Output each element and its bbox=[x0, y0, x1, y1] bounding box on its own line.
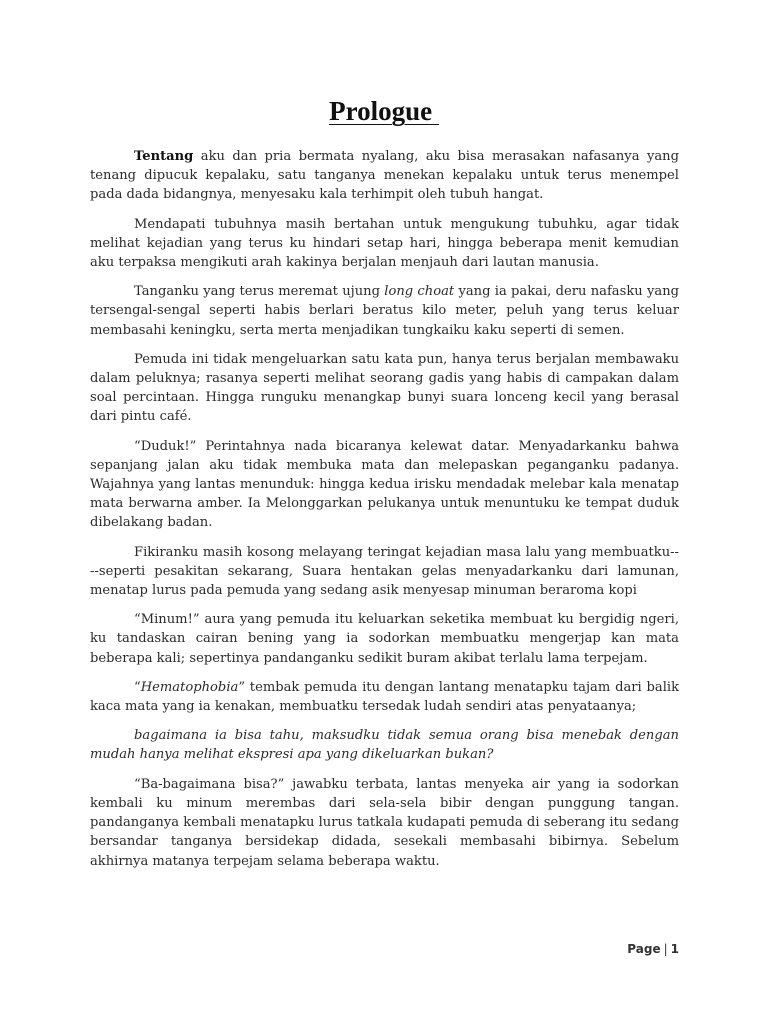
paragraph-5 bbox=[90, 437, 679, 533]
paragraph-text: “Minum!” aura yang pemuda itu keluarkan seketika membuat ku bergidig ngeri, ku tandaskan cairan bening yang ia sodorkan membuatku mengerjap kan mata beberapa kali; sepertinya pandanganku sedikit buram akibat terlalu lama terpejam. bbox=[90, 612, 679, 666]
paragraph-emphasis: long choat bbox=[384, 284, 455, 300]
page-footer bbox=[560, 942, 679, 956]
paragraph-2 bbox=[90, 215, 679, 273]
paragraph-text-before: Tanganku yang terus meremat ujung bbox=[134, 284, 385, 300]
paragraph-7 bbox=[90, 610, 679, 668]
paragraph-lead-word: Tentang bbox=[134, 149, 194, 164]
paragraph-4 bbox=[90, 350, 679, 427]
paragraph-text: “Ba-bagaimana bisa?” jawabku terbata, lantas menyeka air yang ia sodorkan kembali ku minum merembas dari sela-sela bibir dengan punggung tangan. pandanganya kembali menatapku lurus tatkala kudapati pemuda di seberang itu sedang bersandar tanganya bersidekap didada, sesekali membasahi bibirnya. Sebelum akhirnya matanya terpejam selama beberapa waktu. bbox=[90, 776, 679, 869]
paragraph-6 bbox=[90, 543, 679, 601]
paragraph-text: Fikiranku masih kosong melayang teringat kejadian masa lalu yang membuatku----seperti pesakitan sekarang, Suara hentakan gelas menyadarkanku dari lamunan, menatap lurus pada pemuda yang sedang asik menyesap minuman beraroma kopi bbox=[90, 544, 679, 599]
paragraph-text-before: “ bbox=[134, 679, 141, 695]
paragraph-text: bagaimana ia bisa tahu, maksudku tidak semua orang bisa menebak dengan mudah hanya melihat ekspresi apa yang dikeluarkan bukan? bbox=[90, 728, 679, 763]
paragraph-1 bbox=[90, 147, 679, 205]
page-number: 1 bbox=[670, 942, 679, 956]
paragraph-emphasis: Hematophobia bbox=[140, 679, 239, 695]
paragraph-text-after: yang ia pakai, deru nafasku yang tersengal-sengal seperti habis berlari beratus kilo meter, peluh yang terus keluar membasahi keningku, serta merta menjadikan tungkaiku kaku seperti di semen. bbox=[90, 284, 680, 338]
paragraph-text-after: ” tembak pemuda itu dengan lantang menatapku tajam dari balik kaca mata yang ia kenakan, membuatku tersedak ludah sendiri atas penyataanya; bbox=[90, 679, 679, 715]
paragraph-3 bbox=[90, 282, 679, 340]
paragraph-text: Mendapati tubuhnya masih bertahan untuk mengukung tubuhku, agar tidak melihat kejadian yang terus ku hindari setap hari, hingga beberapa menit kemudian aku terpaksa mengikuti arah kakinya berjalan menjauh dari lautan manusia. bbox=[90, 216, 679, 271]
paragraph-text: aku dan pria bermata nyalang, aku bisa merasakan nafasanya yang tenang dipucuk kepalaku, satu tanganya menekan kepalaku untuk terus menempel pada dada bidangnya, menyesaku kala terhimpit oleh tubuh hangat. bbox=[90, 149, 679, 203]
paragraph-text: “Duduk!” Perintahnya nada bicaranya kelewat datar. Menyadarkanku bahwa sepanjang jalan aku tidak membuka mata dan melepaskan peganganku padanya. Wajahnya yang lantas menunduk: hingga kedua irisku mendadak melebar kala menatap mata berwarna amber. Ia Melonggarkan pelukanya untuk menuntuku ke tempat duduk dibelakang badan. bbox=[90, 438, 679, 531]
paragraph-9-italic-thought bbox=[90, 726, 679, 764]
document-body bbox=[90, 147, 679, 881]
page-label: Page bbox=[627, 942, 661, 956]
page-separator: | bbox=[663, 942, 668, 956]
page-title: Prologue bbox=[329, 96, 439, 126]
paragraph-10 bbox=[90, 775, 679, 871]
paragraph-8 bbox=[90, 678, 679, 716]
paragraph-text: Pemuda ini tidak mengeluarkan satu kata pun, hanya terus berjalan membawaku dalam peluknya; rasanya seperti melihat seorang gadis yang habis di campakan dalam soal percintaan. Hingga runguku menangkap bunyi suara lonceng kecil yang berasal dari pintu café. bbox=[90, 351, 679, 425]
